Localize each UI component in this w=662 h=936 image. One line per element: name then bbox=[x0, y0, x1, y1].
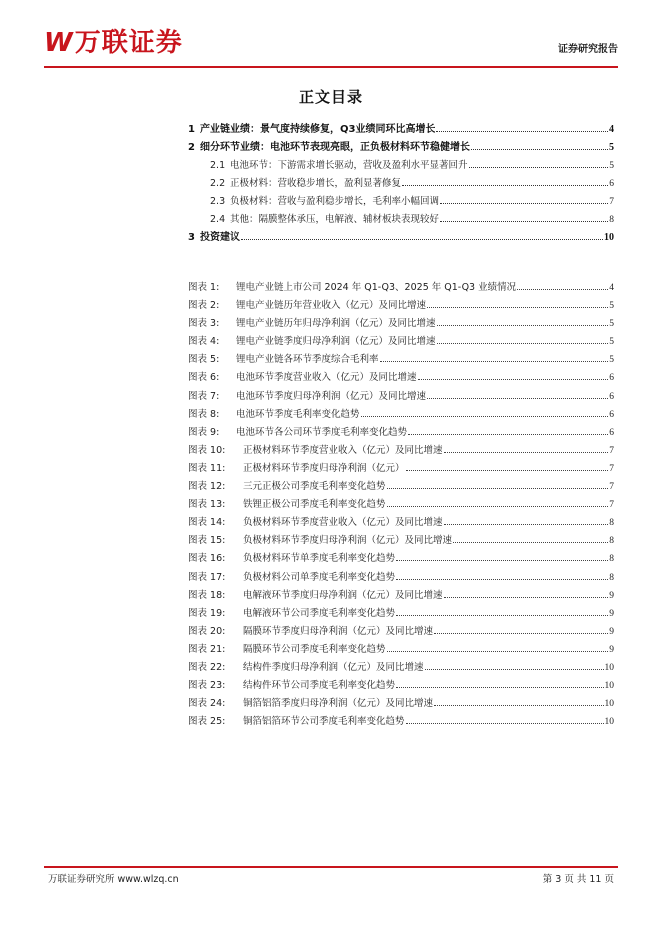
figure-list-item[interactable] bbox=[188, 478, 614, 496]
figure-list bbox=[188, 279, 614, 731]
toc-entry-text: 负极材料：营收与盈利稳步增长，毛利率小幅回调 bbox=[230, 196, 440, 207]
figure-page: 8 bbox=[609, 572, 614, 583]
figure-page: 8 bbox=[609, 554, 614, 565]
figure-label: 图表 20: bbox=[188, 625, 226, 637]
figure-title: 隔膜环节公司季度毛利率变化趋势 bbox=[243, 643, 386, 655]
figure-label: 图表 23: bbox=[188, 680, 226, 692]
toc-entry-number: 3 bbox=[188, 232, 195, 243]
figure-page: 8 bbox=[609, 536, 614, 547]
toc-leader-dots bbox=[469, 167, 609, 168]
toc-entry-page: 5 bbox=[609, 142, 614, 153]
figure-leader-dots bbox=[406, 470, 609, 471]
figure-list-item[interactable] bbox=[188, 695, 614, 713]
figure-leader-dots bbox=[434, 705, 603, 706]
toc-entry-number: 2.1 bbox=[210, 160, 226, 171]
figure-label: 图表 25: bbox=[188, 716, 226, 728]
figure-leader-dots bbox=[517, 289, 608, 290]
toc-entry-text: 电池环节：下游需求增长驱动，营收及盈利水平显著回升 bbox=[230, 160, 468, 171]
figure-leader-dots bbox=[434, 633, 608, 634]
figure-label: 图表 11: bbox=[188, 462, 226, 474]
figure-page: 7 bbox=[609, 500, 614, 511]
toc-leader-dots bbox=[241, 239, 603, 240]
figure-page: 6 bbox=[609, 391, 614, 402]
figure-list-item[interactable] bbox=[188, 279, 614, 297]
toc-leader-dots bbox=[402, 185, 608, 186]
figure-leader-dots bbox=[437, 325, 609, 326]
toc-entry[interactable] bbox=[188, 139, 614, 157]
logo-text: 万联证券 bbox=[74, 28, 183, 58]
figure-label: 图表 14: bbox=[188, 517, 226, 529]
toc-leader-dots bbox=[471, 149, 608, 150]
toc-entry[interactable] bbox=[188, 229, 614, 247]
toc-entry-number: 2.3 bbox=[210, 196, 226, 207]
figure-title: 电池环节季度营业收入（亿元）及同比增速 bbox=[236, 372, 417, 384]
toc-entry-text: 投资建议 bbox=[200, 232, 240, 243]
toc-entry-number: 2.2 bbox=[210, 178, 226, 189]
toc-subentry[interactable] bbox=[188, 211, 614, 229]
toc-entry-number: 2 bbox=[188, 142, 195, 153]
figure-title: 铜箔铝箔季度归母净利润（亿元）及同比增速 bbox=[243, 698, 434, 710]
figure-title: 隔膜环节季度归母净利润（亿元）及同比增速 bbox=[243, 625, 434, 637]
figure-title: 电池环节季度毛利率变化趋势 bbox=[236, 408, 360, 420]
figure-list-item[interactable] bbox=[188, 297, 614, 315]
figure-leader-dots bbox=[444, 452, 609, 453]
figure-page: 9 bbox=[609, 590, 614, 601]
figure-list-item[interactable] bbox=[188, 388, 614, 406]
toc-leader-dots bbox=[440, 203, 608, 204]
figure-page: 7 bbox=[609, 482, 614, 493]
figure-leader-dots bbox=[453, 542, 608, 543]
figure-leader-dots bbox=[396, 615, 608, 616]
figure-list-item[interactable] bbox=[188, 677, 614, 695]
figure-page: 6 bbox=[609, 427, 614, 438]
toc-leader-dots bbox=[440, 221, 608, 222]
figure-page: 5 bbox=[609, 337, 614, 348]
figure-list-item[interactable] bbox=[188, 496, 614, 514]
logo-mark-icon: W bbox=[44, 28, 71, 58]
figure-leader-dots bbox=[380, 361, 609, 362]
figure-list-item[interactable] bbox=[188, 333, 614, 351]
toc-entry-number: 1 bbox=[188, 124, 195, 135]
footer-institute: 万联证券研究所 www.wlzq.cn bbox=[48, 874, 179, 885]
figure-label: 图表 3: bbox=[188, 318, 220, 330]
footer-page-number: 第 3 页 共 11 页 bbox=[542, 874, 614, 885]
figure-label: 图表 24: bbox=[188, 698, 226, 710]
figure-list-item[interactable] bbox=[188, 315, 614, 333]
toc-subentry[interactable] bbox=[188, 193, 614, 211]
toc-entry[interactable] bbox=[188, 121, 614, 139]
figure-list-item[interactable] bbox=[188, 460, 614, 478]
figure-page: 10 bbox=[604, 699, 614, 710]
figure-title: 电解液环节季度归母净利润（亿元）及同比增速 bbox=[243, 589, 443, 601]
figure-title: 锂电产业链上市公司 2024 年 Q1-Q3、2025 年 Q1-Q3 业绩情况 bbox=[236, 282, 517, 293]
figure-list-item[interactable] bbox=[188, 351, 614, 369]
figure-leader-dots bbox=[437, 343, 609, 344]
figure-list-item[interactable] bbox=[188, 605, 614, 623]
figure-leader-dots bbox=[387, 651, 609, 652]
figure-leader-dots bbox=[427, 307, 608, 308]
figure-page: 5 bbox=[609, 355, 614, 366]
toc-entry-text: 其他：隔膜整体承压，电解液、辅材板块表现较好 bbox=[230, 214, 440, 225]
figure-title: 负极材料环节季度营业收入（亿元）及同比增速 bbox=[243, 517, 443, 529]
figure-list-item[interactable] bbox=[188, 442, 614, 460]
figure-page: 10 bbox=[604, 662, 614, 673]
toc-entry-text: 产业链业绩：景气度持续修复，Q3业绩同环比高增长 bbox=[200, 124, 436, 135]
toc-entry-page: 6 bbox=[609, 179, 614, 189]
figure-label: 图表 6: bbox=[188, 372, 220, 384]
figure-title: 三元正极公司季度毛利率变化趋势 bbox=[243, 481, 386, 493]
toc-leader-dots bbox=[436, 131, 608, 132]
figure-title: 锂电产业链季度归母净利润（亿元）及同比增速 bbox=[236, 336, 436, 348]
figure-leader-dots bbox=[396, 560, 608, 561]
figure-title: 结构件季度归母净利润（亿元）及同比增速 bbox=[243, 661, 424, 673]
figure-title: 正极材料环节季度营业收入（亿元）及同比增速 bbox=[243, 444, 443, 456]
figure-title: 铁锂正极公司季度毛利率变化趋势 bbox=[243, 499, 386, 511]
figure-label: 图表 4: bbox=[188, 336, 220, 348]
figure-label: 图表 19: bbox=[188, 607, 226, 619]
figure-title: 铜箔铝箔环节公司季度毛利率变化趋势 bbox=[243, 716, 405, 728]
figure-leader-dots bbox=[418, 379, 609, 380]
figure-label: 图表 7: bbox=[188, 390, 220, 402]
figure-page: 6 bbox=[609, 409, 614, 420]
figure-leader-dots bbox=[396, 687, 603, 688]
toc-entry-text: 正极材料：营收稳步增长，盈利显著修复 bbox=[230, 178, 402, 189]
figure-page: 7 bbox=[609, 445, 614, 456]
figure-list-item[interactable] bbox=[188, 532, 614, 550]
figure-label: 图表 16: bbox=[188, 553, 226, 565]
figure-leader-dots bbox=[408, 434, 608, 435]
figure-leader-dots bbox=[396, 579, 608, 580]
figure-label: 图表 5: bbox=[188, 354, 220, 366]
figure-label: 图表 1: bbox=[188, 282, 220, 293]
figure-leader-dots bbox=[387, 506, 609, 507]
figure-title: 负极材料环节单季度毛利率变化趋势 bbox=[243, 553, 396, 565]
figure-label: 图表 13: bbox=[188, 499, 226, 511]
report-type-label: 证券研究报告 bbox=[558, 44, 618, 55]
page-header bbox=[44, 26, 618, 66]
toc-entry-text: 细分环节业绩：电池环节表现亮眼，正负极材料环节稳健增长 bbox=[200, 142, 470, 153]
figure-label: 图表 22: bbox=[188, 661, 226, 673]
figure-list-item[interactable] bbox=[188, 514, 614, 532]
figure-label: 图表 2: bbox=[188, 300, 220, 312]
figure-title: 电解液环节公司季度毛利率变化趋势 bbox=[243, 607, 396, 619]
toc-entry-page: 7 bbox=[609, 197, 614, 207]
header-divider bbox=[44, 66, 618, 68]
figure-page: 9 bbox=[609, 608, 614, 619]
figure-title: 锂电产业链各环节季度综合毛利率 bbox=[236, 354, 379, 366]
figure-page: 10 bbox=[604, 717, 614, 728]
figure-leader-dots bbox=[444, 597, 609, 598]
figure-title: 电池环节季度归母净利润（亿元）及同比增速 bbox=[236, 390, 427, 402]
figure-page: 5 bbox=[609, 319, 614, 330]
figure-list-item[interactable] bbox=[188, 659, 614, 677]
toc-entry-page: 10 bbox=[604, 232, 614, 243]
figure-title: 结构件环节公司季度毛利率变化趋势 bbox=[243, 680, 396, 692]
figure-label: 图表 21: bbox=[188, 643, 226, 655]
figure-page: 9 bbox=[609, 644, 614, 655]
figure-leader-dots bbox=[361, 416, 609, 417]
figure-label: 图表 10: bbox=[188, 444, 226, 456]
figure-label: 图表 12: bbox=[188, 481, 226, 493]
figure-label: 图表 17: bbox=[188, 571, 226, 583]
figure-title: 电池环节各公司环节季度毛利率变化趋势 bbox=[236, 426, 408, 438]
figure-page: 8 bbox=[609, 518, 614, 529]
figure-title: 负极材料公司单季度毛利率变化趋势 bbox=[243, 571, 396, 583]
figure-page: 5 bbox=[609, 301, 614, 312]
figure-page: 6 bbox=[609, 373, 614, 384]
figure-leader-dots bbox=[444, 524, 609, 525]
figure-page: 9 bbox=[609, 626, 614, 637]
figure-list-item[interactable] bbox=[188, 424, 614, 442]
toc-subentry[interactable] bbox=[188, 175, 614, 193]
figure-list-item[interactable] bbox=[188, 369, 614, 387]
figure-list-item[interactable] bbox=[188, 641, 614, 659]
figure-title: 正极材料环节季度归母净利润（亿元） bbox=[243, 462, 405, 474]
figure-page: 10 bbox=[604, 681, 614, 692]
figure-label: 图表 9: bbox=[188, 426, 220, 438]
figure-page: 7 bbox=[609, 463, 614, 474]
toc-subentry[interactable] bbox=[188, 157, 614, 175]
toc-title: 正文目录 bbox=[298, 88, 363, 106]
figure-list-item[interactable] bbox=[188, 406, 614, 424]
toc-entry-page: 8 bbox=[609, 215, 614, 225]
figure-leader-dots bbox=[427, 398, 608, 399]
figure-title: 锂电产业链历年归母净利润（亿元）及同比增速 bbox=[236, 318, 436, 330]
figure-list-item[interactable] bbox=[188, 623, 614, 641]
figure-label: 图表 15: bbox=[188, 535, 226, 547]
figure-list-item[interactable] bbox=[188, 713, 614, 731]
toc-entry-number: 2.4 bbox=[210, 214, 226, 225]
figure-list-item[interactable] bbox=[188, 569, 614, 587]
figure-title: 负极材料环节季度归母净利润（亿元）及同比增速 bbox=[243, 535, 453, 547]
figure-leader-dots bbox=[387, 488, 609, 489]
figure-list-item[interactable] bbox=[188, 550, 614, 568]
figure-label: 图表 18: bbox=[188, 589, 226, 601]
table-of-contents bbox=[188, 121, 614, 247]
toc-entry-page: 4 bbox=[609, 124, 614, 135]
toc-entry-page: 5 bbox=[609, 161, 614, 171]
figure-label: 图表 8: bbox=[188, 408, 220, 420]
figure-page: 4 bbox=[609, 283, 614, 293]
company-logo bbox=[44, 28, 183, 58]
figure-leader-dots bbox=[406, 723, 604, 724]
figure-title: 锂电产业链历年营业收入（亿元）及同比增速 bbox=[236, 300, 427, 312]
footer-divider bbox=[44, 866, 618, 868]
figure-list-item[interactable] bbox=[188, 587, 614, 605]
figure-leader-dots bbox=[425, 669, 604, 670]
